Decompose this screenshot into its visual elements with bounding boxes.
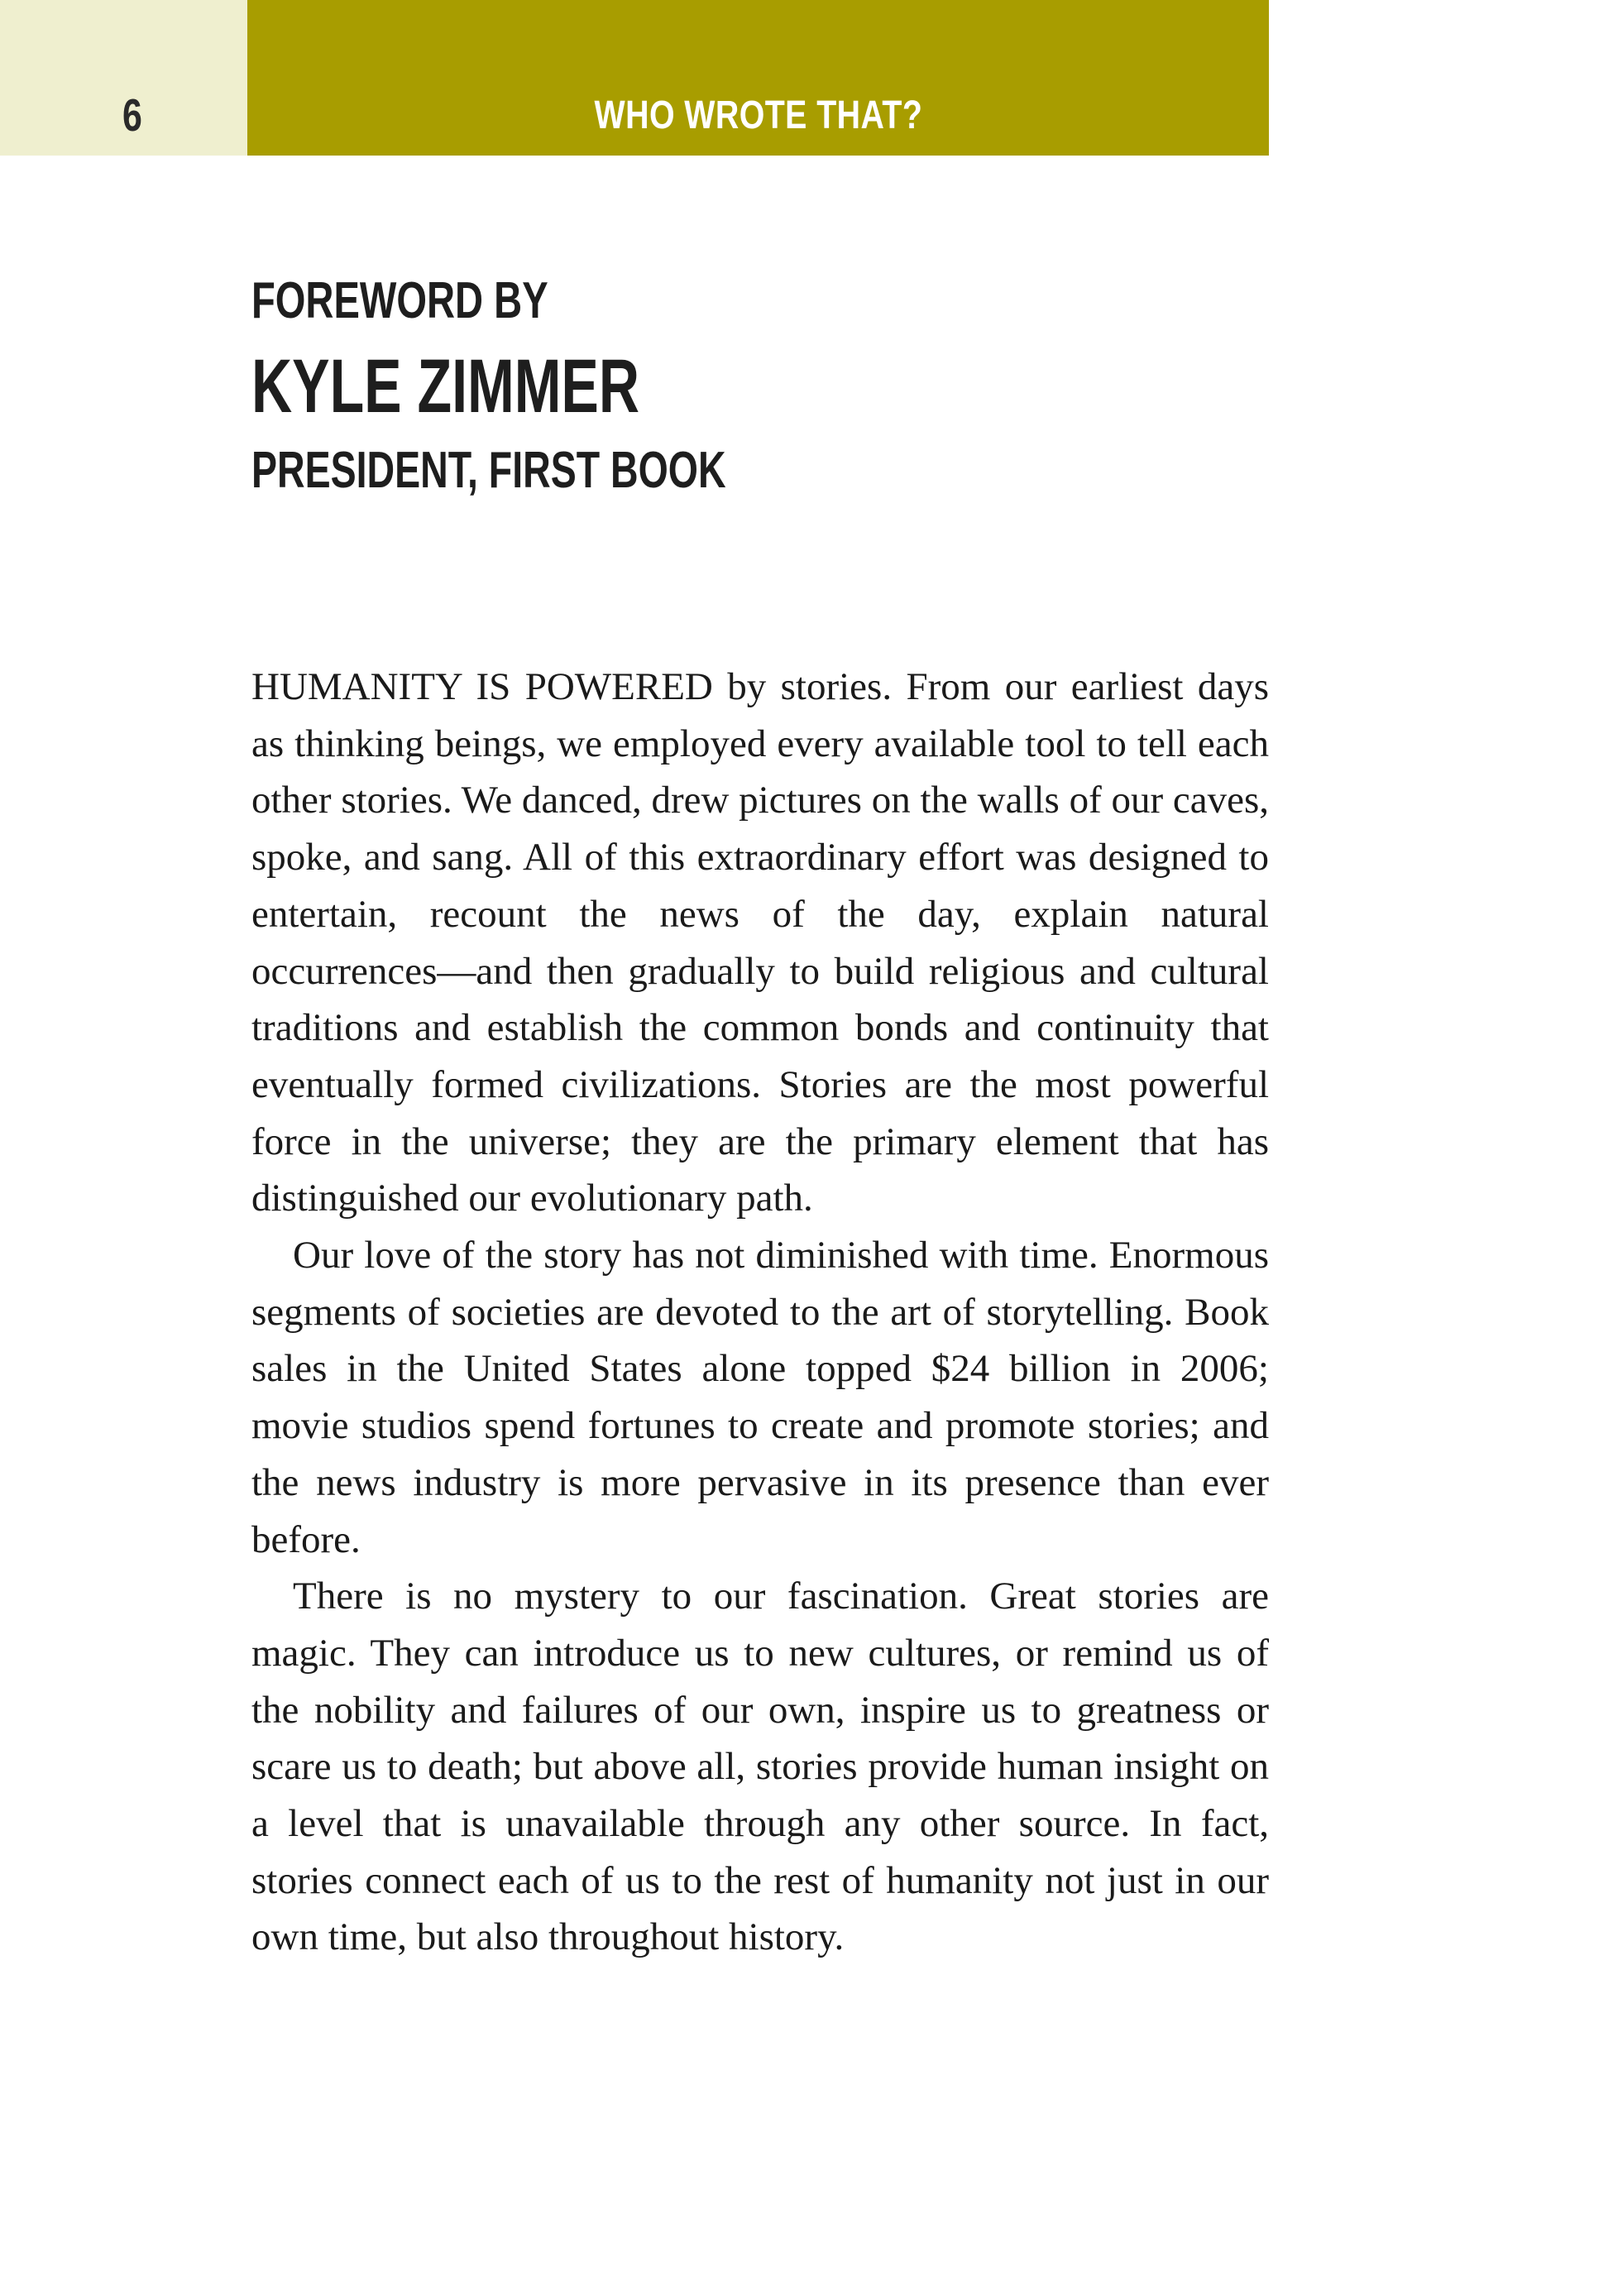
author-name: KYLE ZIMMER bbox=[251, 344, 639, 429]
foreword-label: FOREWORD BY bbox=[251, 272, 548, 329]
paragraph: HUMANITY IS POWERED by stories. From our earliest days as thinking beings, we employed every available tool to tell each other stories. We danced, drew pictures on the walls of our caves, spoke, and sang. All of this extraordinary effort was designed to entertain, recount the news of the day, explain natural occurrences—and then gradually to build religious and cultural traditions and establish the common bonds and continuity that eventually formed civilizations. Stories are the most powerful force in the universe; they are the primary element that has distinguished our evolutionary path. bbox=[251, 665, 1270, 1220]
page-number: 6 bbox=[122, 89, 142, 141]
running-head-text: WHO WROTE THAT? bbox=[594, 93, 922, 137]
foreword-heading bbox=[251, 272, 884, 499]
paragraph: Our love of the story has not diminished with time. Enormous segments of societies are devoted to the art of storytelling. Book sales in the United States alone topped $24 billion in 2006; movie studios spend fortunes to create and promote stories; and the news industry is more pervasive in its presence than ever before. bbox=[251, 1234, 1269, 1561]
author-title: PRESIDENT, FIRST BOOK bbox=[251, 442, 726, 499]
body-text bbox=[251, 659, 1269, 1966]
running-head bbox=[247, 94, 1269, 137]
paragraph: There is no mystery to our fascination. Great stories are magic. They can introduce us to new cultures, or remind us of the nobility and failures of our own, inspire us to greatness or scare us to death; but above all, stories provide human insight on a level that is unavailable through any other source. In fact, stories connect each of us to the rest of humanity not just in our own time, but also throughout history. bbox=[251, 1575, 1269, 1959]
